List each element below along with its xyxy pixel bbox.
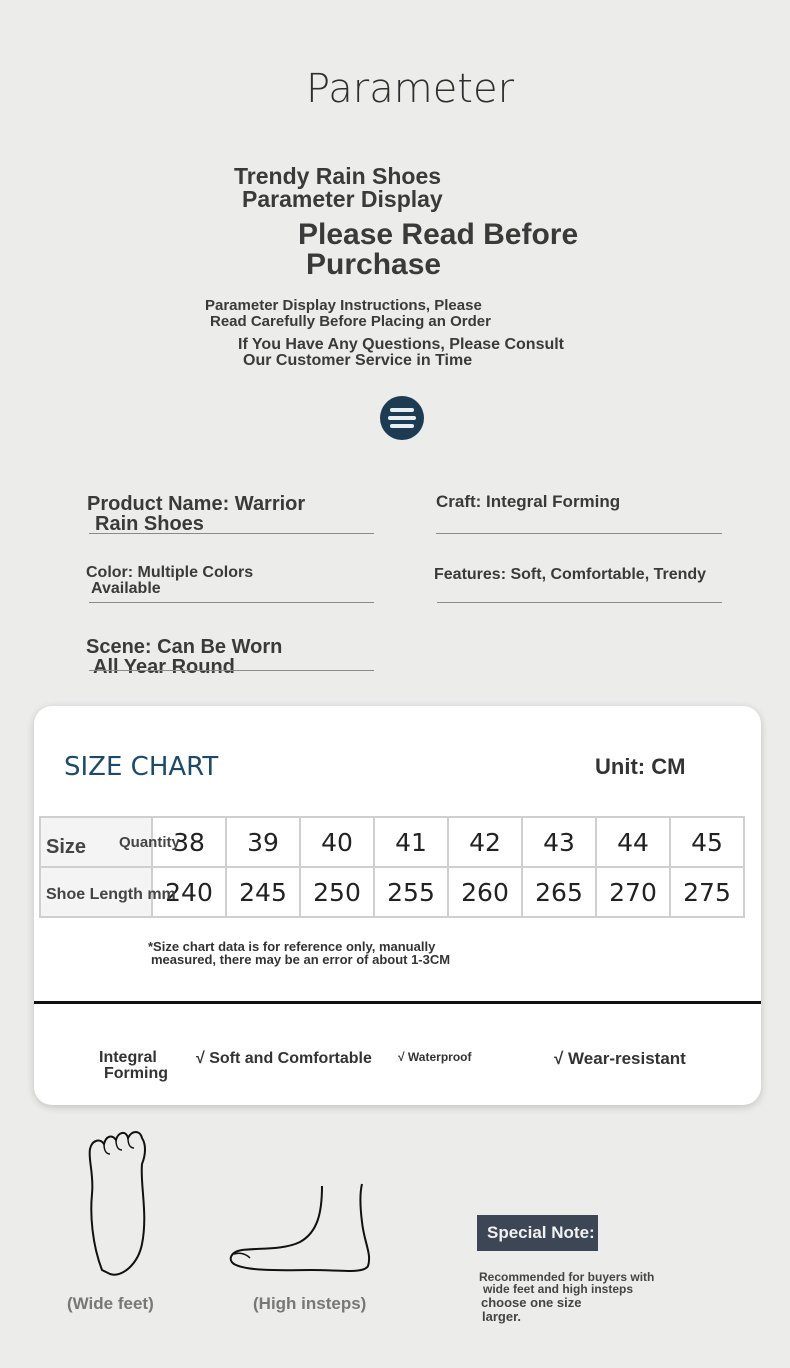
param-underline	[89, 602, 374, 603]
length-cell: 250	[300, 867, 374, 917]
high-insteps-caption: (High insteps)	[253, 1294, 367, 1313]
size-chart-title: SIZE CHART	[64, 752, 219, 782]
instructions-line-2: Read Carefully Before Placing an Order	[210, 313, 491, 330]
feature-wear-resistant: √ Wear-resistant	[554, 1049, 686, 1068]
param-scene	[86, 637, 282, 677]
param-underline	[89, 670, 374, 671]
param-underline	[437, 602, 722, 603]
size-cell: 43	[522, 817, 596, 867]
special-line-3: choose one size	[481, 1295, 582, 1310]
headline-line-1: Please Read Before	[298, 218, 579, 251]
size-row-header	[40, 817, 180, 867]
feature-line-1: Integral	[99, 1049, 157, 1066]
length-cell: 270	[596, 867, 670, 917]
length-cell: 240	[152, 867, 226, 917]
consult-line-1: If You Have Any Questions, Please Consult	[238, 336, 565, 353]
instructions	[205, 298, 491, 330]
length-cell: 275	[670, 867, 744, 917]
color-line-2: Available	[91, 580, 161, 597]
headline-line-2: Purchase	[306, 248, 442, 281]
menu-icon	[380, 396, 424, 440]
size-cell: 38	[152, 817, 226, 867]
scene-line-2: All Year Round	[93, 656, 235, 678]
length-cell: 245	[226, 867, 300, 917]
table-row	[40, 817, 744, 867]
special-note-title: Special Note:	[477, 1215, 598, 1251]
size-label: Size	[46, 836, 87, 858]
headline	[298, 220, 578, 280]
feature-soft-comfortable: √ Soft and Comfortable	[196, 1050, 372, 1067]
table-row	[40, 867, 744, 917]
consult-line-2: Our Customer Service in Time	[243, 352, 473, 369]
page-title: Parameter	[305, 66, 515, 112]
size-cell: 39	[226, 817, 300, 867]
consult-text	[238, 337, 564, 369]
scene-line-1: Scene: Can Be Worn	[86, 636, 283, 658]
param-features: Features: Soft, Comfortable, Trendy	[434, 566, 707, 583]
size-cell: 44	[596, 817, 670, 867]
feature-line-2: Forming	[104, 1065, 168, 1082]
wide-foot-icon	[82, 1124, 152, 1278]
subtitle-line-2: Parameter Display	[242, 186, 443, 212]
special-line-4: larger.	[482, 1309, 522, 1324]
size-chart-note	[148, 940, 450, 966]
high-instep-foot-icon	[228, 1182, 374, 1276]
divider	[34, 1001, 761, 1004]
param-product-name	[87, 494, 305, 534]
size-table	[39, 816, 745, 918]
product-name-line-2: Rain Shoes	[95, 513, 204, 535]
subtitle-line-1: Trendy Rain Shoes	[234, 163, 442, 189]
size-cell: 40	[300, 817, 374, 867]
length-cell: 255	[374, 867, 448, 917]
special-line-1: Recommended for buyers with	[479, 1270, 655, 1284]
param-color	[86, 565, 253, 597]
product-name-line-1: Product Name: Warrior	[87, 493, 306, 515]
special-line-2: wide feet and high insteps	[483, 1282, 634, 1296]
length-cell: 260	[448, 867, 522, 917]
subtitle	[234, 165, 443, 211]
instructions-line-1: Parameter Display Instructions, Please	[205, 297, 482, 314]
feature-waterproof: √ Waterproof	[398, 1050, 472, 1064]
size-cell: 41	[374, 817, 448, 867]
size-cell: 42	[448, 817, 522, 867]
size-cell: 45	[670, 817, 744, 867]
size-chart-unit: Unit: CM	[595, 754, 686, 779]
shoe-length-label: Shoe Length mm	[46, 886, 176, 903]
feature-integral-forming	[99, 1050, 168, 1082]
quantity-label: Quantity	[119, 834, 180, 851]
note-line-2: measured, there may be an error of about 1-3CM	[151, 952, 451, 967]
length-row-header	[40, 867, 176, 917]
param-craft: Craft: Integral Forming	[436, 492, 621, 511]
param-underline	[436, 533, 722, 534]
param-underline	[89, 533, 374, 534]
color-line-1: Color: Multiple Colors	[86, 564, 254, 581]
wide-feet-caption: (Wide feet)	[67, 1294, 154, 1313]
length-cell: 265	[522, 867, 596, 917]
note-line-1: *Size chart data is for reference only, manually	[148, 939, 436, 954]
special-note-text	[479, 1271, 654, 1323]
